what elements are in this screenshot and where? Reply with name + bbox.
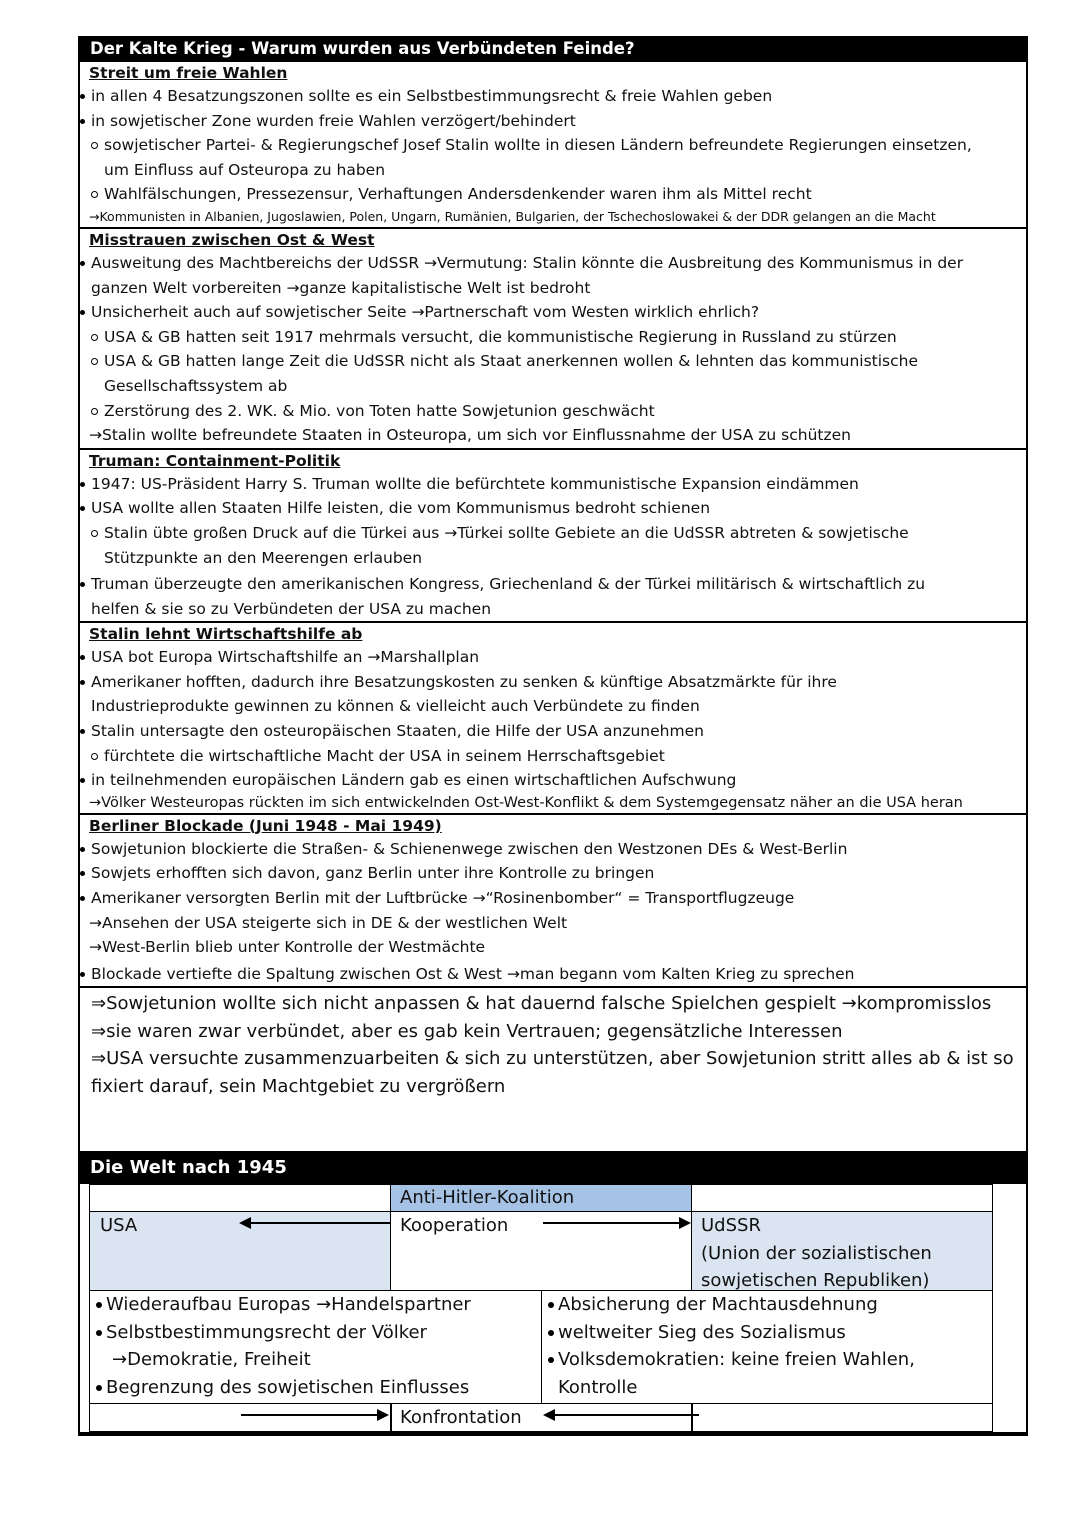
bullet: in teilnehmenden europäischen Ländern gab es einen wirtschaftlichen Aufschwung	[80, 768, 1020, 793]
arrow-left-icon	[543, 1409, 555, 1421]
bullet: in sowjetischer Zone wurden freie Wahlen verzögert/behindert	[80, 109, 1020, 134]
east-goal: Volksdemokratien: keine freien Wahlen,	[558, 1346, 992, 1374]
section-containment	[80, 448, 1026, 622]
sub-bullet: sowjetischer Partei- & Regierungschef Josef Stalin wollte in diesen Ländern befreundete Regierungen einsetzen,	[80, 133, 1020, 158]
bullet: USA bot Europa Wirtschaftshilfe an →Marshallplan	[80, 645, 1020, 670]
arrow-right-icon	[377, 1409, 389, 1421]
section-heading: Misstrauen zwischen Ost & West	[89, 230, 375, 249]
confrontation-row	[89, 1403, 993, 1432]
section-heading: Streit um freie Wahlen	[89, 64, 288, 82]
arrow-right-icon	[679, 1217, 691, 1229]
empty-cell	[89, 1184, 391, 1212]
arrow-line	[555, 1414, 699, 1416]
empty-cell	[691, 1184, 993, 1212]
east-goals-cell	[541, 1290, 993, 1404]
world-diagram	[89, 1184, 993, 1432]
bullet-continuation: Industrieprodukte gewinnen zu können & vielleicht auch Verbündete zu finden	[91, 697, 700, 716]
section-berlin-blockade	[80, 813, 1026, 987]
east-goal: weltweiter Sieg des Sozialismus	[558, 1319, 992, 1347]
sub-bullet: USA & GB hatten seit 1917 mehrmals versucht, die kommunistische Regierung in Russland zu stürzen	[80, 325, 1020, 350]
west-goal: Selbstbestimmungsrecht der Völker	[106, 1319, 541, 1347]
section-mistrust	[80, 227, 1026, 448]
usa-label: USA	[100, 1215, 138, 1236]
west-goal: Wiederaufbau Europas →Handelspartner	[106, 1291, 541, 1319]
bullet: USA wollte allen Staaten Hilfe leisten, die vom Kommunismus bedroht schienen	[80, 496, 1020, 521]
coalition-label: Anti-Hitler-Koalition	[400, 1187, 575, 1208]
bullet: 1947: US-Präsident Harry S. Truman wollte die befürchtete kommunistische Expansion eindämmen	[80, 472, 1020, 497]
sub-bullet: fürchtete die wirtschaftliche Macht der USA in seinem Herrschaftsgebiet	[80, 744, 1020, 769]
conclusion	[80, 986, 1026, 1100]
arrow-note: →Ansehen der USA steigerte sich in DE & der westlichen Welt	[89, 913, 568, 932]
section-heading: Berliner Blockade (Juni 1948 - Mai 1949)	[89, 816, 442, 835]
bullet: Ausweitung des Machtbereichs der UdSSR →Vermutung: Stalin könnte die Ausbreitung des Kommunismus in der	[80, 251, 1020, 276]
arrow-note: →Kommunisten in Albanien, Jugoslawien, Polen, Ungarn, Rumänien, Bulgarien, der Tschechoslowakei & der DDR gelangen an die Macht	[89, 208, 936, 224]
west-goals-cell	[89, 1290, 542, 1404]
sub-bullet-continuation: Gesellschaftssystem ab	[104, 376, 288, 395]
arrow-line	[241, 1414, 377, 1416]
section-heading: Truman: Containment-Politik	[89, 451, 341, 470]
coalition-cell	[390, 1184, 692, 1212]
divider	[390, 1403, 392, 1432]
bullet-continuation: ganzen Welt vorbereiten →ganze kapitalistische Welt ist bedroht	[91, 278, 591, 297]
worksheet	[78, 36, 1028, 1436]
divider	[691, 1403, 693, 1432]
sub-bullet: Wahlfälschungen, Pressezensur, Verhaftungen Andersdenkender waren ihm als Mittel recht	[80, 182, 1020, 207]
section-free-elections	[80, 62, 1026, 227]
udssr-full-name: (Union der sozialistischen	[701, 1242, 932, 1264]
east-goal-continuation: Kontrolle	[558, 1376, 638, 1398]
west-goal-continuation: →Demokratie, Freiheit	[112, 1349, 311, 1370]
confrontation-label: Konfrontation	[400, 1407, 522, 1428]
udssr-cell	[691, 1211, 993, 1291]
conclusion-line: ⇒USA versuchte zusammenzuarbeiten & sich zu unterstützen, aber Sowjetunion stritt alles ab & ist so	[91, 1048, 1014, 1070]
sub-bullet: Stalin übte großen Druck auf die Türkei aus →Türkei sollte Gebiete an die UdSSR abtreten & sowjetische	[80, 521, 1020, 546]
bullet: in allen 4 Besatzungszonen sollte es ein Selbstbestimmungsrecht & freie Wahlen geben	[80, 84, 1020, 109]
bullet-continuation: helfen & sie so zu Verbündeten der USA zu machen	[91, 599, 492, 618]
sub-bullet: Zerstörung des 2. WK. & Mio. von Toten hatte Sowjetunion geschwächt	[80, 399, 1020, 424]
cooperation-label: Kooperation	[400, 1215, 509, 1236]
bullet: Unsicherheit auch auf sowjetischer Seite →Partnerschaft vom Westen wirklich ehrlich?	[80, 300, 1020, 325]
bullet: Blockade vertiefte die Spaltung zwischen Ost & West →man begann vom Kalten Krieg zu sprechen	[80, 962, 1020, 987]
world-heading: Die Welt nach 1945	[80, 1151, 1026, 1184]
sub-bullet-continuation: Stützpunkte an den Meerengen erlauben	[104, 548, 423, 567]
bullet: Sowjetunion blockierte die Straßen- & Schienenwege zwischen den Westzonen DEs & West-Berlin	[80, 837, 1020, 862]
udssr-label: UdSSR	[701, 1215, 761, 1236]
conclusion-line: fixiert darauf, sein Machtgebiet zu vergrößern	[91, 1075, 506, 1097]
sub-bullet: USA & GB hatten lange Zeit die UdSSR nicht als Staat anerkennen wollen & lehnten das kommunistische	[80, 349, 1020, 374]
east-goal: Absicherung der Machtausdehnung	[558, 1291, 992, 1319]
section-heading: Stalin lehnt Wirtschaftshilfe ab	[89, 625, 363, 644]
bullet: Sowjets erhofften sich davon, ganz Berlin unter ihre Kontrolle zu bringen	[80, 861, 1020, 886]
bullet: Truman überzeugte den amerikanischen Kongress, Griechenland & der Türkei militärisch & wirtschaftlich zu	[80, 572, 1020, 597]
page-title: Der Kalte Krieg - Warum wurden aus Verbündeten Feinde?	[80, 36, 1026, 62]
conclusion-line: ⇒Sowjetunion wollte sich nicht anpassen & hat dauernd falsche Spielchen gespielt →kompromisslos	[91, 993, 992, 1015]
bullet: Amerikaner hofften, dadurch ihre Besatzungskosten zu senken & künftige Absatzmärkte für ihre	[80, 670, 1020, 695]
conclusion-line: ⇒sie waren zwar verbündet, aber es gab kein Vertrauen; gegensätzliche Interessen	[91, 1020, 843, 1042]
arrow-note: →West-Berlin blieb unter Kontrolle der Westmächte	[89, 938, 486, 957]
arrow-left-icon	[239, 1217, 251, 1229]
sub-bullet-continuation: um Einfluss auf Osteuropa zu haben	[104, 160, 386, 179]
bullet: Stalin untersagte den osteuropäischen Staaten, die Hilfe der USA anzunehmen	[80, 719, 1020, 744]
arrow-line	[543, 1222, 679, 1224]
bullet: Amerikaner versorgten Berlin mit der Luftbrücke →“Rosinenbomber“ = Transportflugzeuge	[80, 886, 1020, 911]
arrow-line	[251, 1222, 390, 1224]
west-goal: Begrenzung des sowjetischen Einflusses	[106, 1374, 541, 1402]
udssr-full-name: sowjetischen Republiken)	[701, 1270, 930, 1291]
section-economic-aid	[80, 621, 1026, 813]
arrow-note: →Stalin wollte befreundete Staaten in Osteuropa, um sich vor Einflussnahme der USA zu schützen	[89, 426, 852, 445]
arrow-note: →Völker Westeuropas rückten im sich entwickelnden Ost-West-Konflikt & dem Systemgegensatz näher an die USA heran	[89, 794, 963, 811]
